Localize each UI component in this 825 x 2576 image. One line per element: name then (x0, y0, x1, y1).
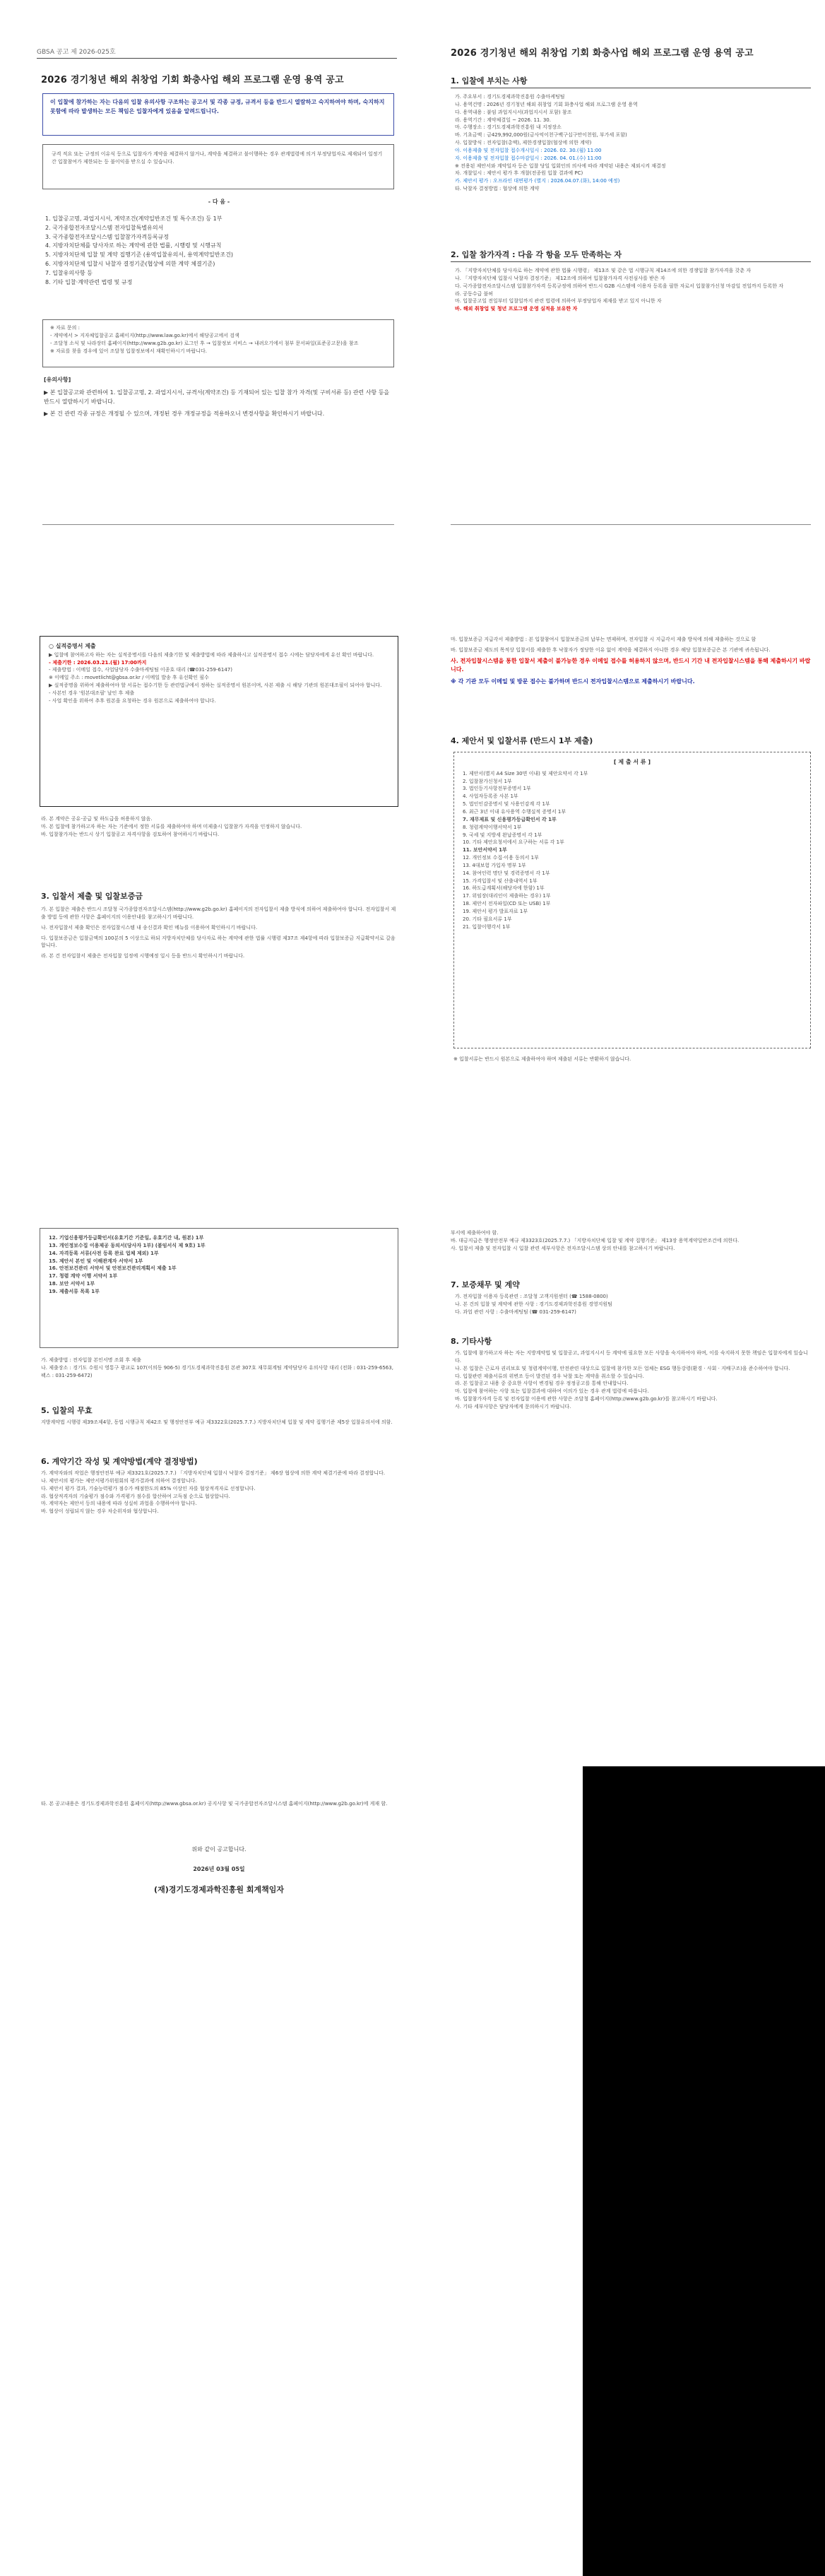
attachment-item: 19. 제출서류 목록 1부 (49, 1288, 100, 1294)
contract-item: 나. 제안서의 평가는 제안서평가위원회의 평가결과에 의하여 결정합니다. (41, 1477, 197, 1484)
section-title: 7. 보증채무 및 계약 (451, 1280, 520, 1289)
attachments-box (40, 1228, 398, 1348)
contract-item: 다. 제안서 평가 결과, 기술능력평가 점수가 배점한도의 85% 이상인 자를 협상적격자로 선정합니다. (41, 1485, 256, 1491)
page-title-right: 2026 경기청년 해외 취창업 기회 화충사업 해외 프로그램 운영 용역 공고 (451, 48, 754, 59)
intro-text: 이 입찰에 참가하는 자는 다음의 입찰 유의사항 구조하는 공고서 및 각종 규정, 규격서 등을 반드시 열람하고 숙지하여야 하며, 숙지하지 못함에 따라 발생하는 모든 책임은 입찰자에게 있음을 알려드립니다. (50, 99, 385, 114)
document-item: 3. 법인등기사항전부증명서 1부 (463, 786, 531, 792)
sec1-item: 마. 수행장소 : 경기도경제과학진흥원 내 지정장소 (455, 124, 562, 131)
contact-line: ▶ 입찰에 참여하고자 하는 자는 실적증명서를 다음의 제출기한 및 제출방법에 따라 제출하시고 실적증명서 접수 시에는 담당자에게 유선 확인 바랍니다. (49, 651, 374, 658)
toc-item: 7. 입찰유의사항 등 (45, 269, 93, 276)
sec3-item: 가. 본 입찰은 제출은 반드시 조달청 국가종합전자조달시스템(http://www.g2b.go.kr) 홈페이지의 전자입찰서 제출 방식에 의하여 제출하여야 합니다. 전자입찰서 제출 방법 등에 관한 사항은 홈페이지의 이용안내를 참고하시기 바랍니다. (41, 906, 396, 920)
document-item: 11. 보안서약서 1부 (463, 847, 507, 853)
document-item: 2. 입찰참가신청서 1부 (463, 778, 512, 784)
document-item: 13. 4대보험 가입자 명부 1부 (463, 862, 526, 868)
misc-list (41, 815, 397, 839)
sec1-item: 가. 주요부서 : 경기도경제과학진흥원 수출마케팅팀 (455, 94, 565, 100)
contact-line: - 사업 확인을 위하여 추후 원본을 요청하는 경우 원본으로 제출하여야 합니다. (49, 697, 216, 704)
attachment-item: 18. 보안 서약서 1부 (49, 1281, 95, 1287)
contact-box (40, 636, 398, 807)
document-item: 7. 재무제표 및 신용평가등급확인서 각 1부 (463, 816, 557, 822)
section-title: 8. 기타사항 (451, 1337, 492, 1346)
sec8-item: 바. 입찰참가자격 등록 및 전자입찰 이용에 관한 사항은 조달청 홈페이지(http://www.g2b.go.kr)를 참고하시기 바랍니다. (455, 1396, 718, 1402)
document-item: 20. 기타 필요서류 1부 (463, 916, 512, 922)
contact-title: ○ 실적증명서 제출 (49, 643, 96, 649)
contact-line: - 제출방법 : 이메일 접수, 사업담당자 수출마케팅팀 이종호 대리 (☎031-259-6147) (49, 667, 232, 673)
toc-item: 6. 지방자치단체 입찰시 낙찰자 결정기준(협상에 의한 계약 체결기준) (45, 260, 215, 267)
submission-item: 가. 제출방법 : 전자입찰 본인서명 조회 후 제출 (41, 1357, 141, 1363)
sec3-item: 나. 전자입찰서 제출 확인은 전자입찰시스템 내 송신결과 확인 메뉴를 이용하여 확인하시기 바랍니다. (41, 924, 258, 930)
sec1-item: 타. 낙찰자 결정방법 : 협상에 의한 계약 (455, 186, 540, 192)
section-3-right (451, 636, 811, 687)
note-line: - 계약에서 > 지자체입찰공고 홈페이지(http://www.law.go.kr)에서 해당공고에서 검색 (50, 332, 239, 338)
invalid-text: 지방계약법 시행령 제39조제4항, 동법 시행규칙 제42조 및 행정안전부 예규 제3322호(2025.7.7.) 지방자치단체 입찰 및 계약 집행기준 제5장 입찰유의서에 의함. (41, 1419, 393, 1425)
sec3-item: 다. 입찰보증금은 입찰금액의 100분의 5 이상으로 하되 지방자치단체를 당사자로 하는 계약에 관한 법률 시행령 제37조 제4항에 따라 입찰보증금 지급확약서로 갈음합니다. (41, 935, 396, 949)
closing-date: 2026년 03월 05일 (193, 1866, 245, 1872)
sec1-item: 카. 제안서 평가 : 오프라인 대면평가 (별지 : 2026.04.07.(화), 14:00 예정) (455, 178, 620, 184)
section-title: 6. 계약기간 작성 및 계약방법(계약 결정방법) (41, 1457, 198, 1466)
section-title: 2. 입찰 참가자격 : 다음 각 항을 모두 만족하는 자 (451, 250, 622, 259)
document-item: 17. 위임장(대리인이 제출하는 경우) 1부 (463, 893, 551, 899)
document-item: 16. 하도급계획서(해당자에 한함) 1부 (463, 885, 545, 892)
section-title: 4. 제안서 및 입찰서류 (반드시 1부 제출) (451, 736, 593, 745)
sec1-item: 라. 용역기간 : 계약체결일 ~ 2026. 11. 30. (455, 117, 551, 123)
document-item: 19. 제안서 평가 발표자료 1부 (463, 908, 528, 914)
sec2-item: 다. 국가종합전자조달시스템 입찰참가자격 등록규정에 의하여 반드시 G2B 시스템에 이용자 등록을 필한 자로서 입찰참가신청 마감일 전일까지 등록한 자 (455, 283, 783, 289)
attachment-item: 12. 기업신용평가등급확인서(유효기간 기준일, 유효기간 내, 원본) 1부 (49, 1235, 204, 1241)
document-item: 6. 최근 3년 이내 유사용역 수행실적 증명서 1부 (463, 809, 566, 815)
section-2-list (455, 267, 811, 313)
section-title: 1. 입찰에 부치는 사항 (451, 76, 528, 85)
pre-item: 사. 입찰서 제출 및 전자입찰 시 입찰 관련 세부사항은 전자조달시스템 상의 안내를 참고하시기 바랍니다. (451, 1245, 675, 1251)
toc-item: 3. 국가종합전자조달시스템 입찰참가자격등록규정 (45, 233, 170, 240)
section-1-list (455, 93, 811, 193)
sec2-item: 마. 입찰공고일 전일부터 입찰일까지 관련 법령에 의하여 부정당업자 제재를 받고 있지 아니한 자 (455, 298, 662, 305)
sec1-item: 나. 용역건명 : 2026년 경기청년 해외 취창업 기회 화충사업 해외 프로그램 운영 용역 (455, 101, 638, 107)
note-line: ※ 자료를 찾을 경우에 있어 조달청 입찰정보에서 재확인하시기 바랍니다. (50, 348, 207, 354)
document-item: 14. 참여인력 명단 및 경력증명서 각 1부 (463, 870, 550, 876)
misc-item: 마. 본 입찰에 참가하고자 하는 자는 기준에서 정한 서류를 제출하여야 하며 미제출시 입찰참가 자격을 인정하지 않습니다. (41, 823, 302, 829)
sec1-item: 자. 이용제출 및 전자입찰 접수마감일시 : 2026. 04. 01.(수) 11:00 (455, 155, 602, 161)
section-7-list (455, 1293, 811, 1316)
page-7 (28, 1795, 410, 2091)
sec3-right-item: 마. 입찰보증금 지급각서 제출방법 : 본 입찰참여시 입찰보증금의 납부는 면제하며, 전자입찰 시 지급각서 제출 방식에 의해 제출하는 것으로 함 (451, 637, 756, 642)
document-item: 21. 입찰이행각서 1부 (463, 923, 511, 930)
notes-list (44, 389, 394, 418)
document-item: 15. 가격입찰서 및 산출내역서 1부 (463, 878, 538, 884)
blank-area (583, 1766, 825, 2576)
sec1-item: ※ 전용된 제안서와 계약일자 등은 입찰 당일 입회인의 의사에 따라 계약된 내용은 제외시켜 재결정 (455, 163, 666, 169)
document-item: 12. 개인정보 수집·이용 동의서 1부 (463, 855, 539, 861)
sec3-item: 라. 본 건 전자입찰서 제출은 전자입찰 일정에 시행예정 일시 등을 반드시 확인하시기 바랍니다. (41, 953, 245, 959)
contract-list (41, 1470, 397, 1516)
notes-heading: [유의사항] (44, 377, 71, 383)
sec1-item: 바. 기초금액 : 금429,992,000원(금사억이천구백구십구만이천원, 부가세 포함) (455, 132, 627, 138)
sec2-item: 라. 공동수급 불허 (455, 290, 494, 297)
page-1 (28, 37, 410, 531)
page-3 (28, 629, 410, 1123)
intro-box (42, 93, 394, 136)
documents-heading: [ 제 출 서 류 ] (613, 759, 651, 765)
sec1-item: 다. 용역내용 : 붙임 과업지시서(과업지시서 포함) 참조 (455, 109, 572, 115)
pre-list (451, 1229, 811, 1253)
toc-heading: - 다 음 - (208, 199, 230, 205)
section-8-list (455, 1349, 811, 1411)
page-6 (444, 1222, 818, 1717)
section-title: 5. 입찰의 무효 (41, 1406, 93, 1415)
note-box (42, 319, 394, 367)
sec7-item: 다. 과업 관련 사항 : 수출마케팅팀 (☎ 031-259-6147) (455, 1308, 576, 1315)
misc-item: 라. 본 계약은 공유·공급 및 하도급을 허용하지 않음. (41, 816, 153, 822)
pre-item: 부서에 제출하여야 함. (451, 1230, 499, 1236)
document-item: 9. 국세 및 지방세 완납증명서 각 1부 (463, 832, 542, 838)
warning-text: 규격 적요 또는 규정의 이유식 등으로 입찰자가 계약을 체결하지 않거나, 계약을 체결하고 불이행하는 경우 관계법령에 의거 부정당업자로 제재되어 일정기간 입찰참여가 제한되는 등 불이익을 받으실 수 있습니다. (52, 151, 383, 165)
section-title: 3. 입찰서 제출 및 입찰보증금 (41, 892, 143, 901)
contact-line: - 사본인 경우 '원본대조필' 날인 후 제출 (49, 690, 135, 697)
documents-box (453, 752, 811, 1048)
contact-line: ※ 이메일 주소 : movetlicht@gbsa.or.kr / 이메일 발송 후 유선확인 필수 (49, 675, 209, 681)
toc-item: 4. 지방자치단체를 당사자로 하는 계약에 관한 법률, 시행령 및 시행규칙 (45, 242, 222, 249)
attachment-item: 13. 개인정보수집 이용제공 동의서(당사자 1부) (붙임서식 제 9호) 1부 (49, 1242, 206, 1248)
attachment-item: 14. 자격등록 서류(사전 등록 완료 업체 제외) 1부 (49, 1250, 159, 1256)
sec2-item: 바. 해외 취창업 및 청년 프로그램 운영 실적을 보유한 자 (455, 306, 578, 312)
document-item: 8. 청렴계약이행서약서 1부 (463, 824, 522, 830)
contract-item: 라. 협상적격자의 기술평가 점수와 가격평가 점수를 합산하여 고득점 순으로 협상합니다. (41, 1493, 230, 1499)
sec8-item: 사. 기타 세부사항은 담당자에게 문의하시기 바랍니다. (455, 1403, 571, 1410)
contract-item: 가. 계약자와의 작업은 행정안전부 예규 제3321호(2025.7.7.) 「지방자치단체 입찰시 낙찰자 결정기준」 제6장 협상에 의한 계약 체결기준에 따라 결정합니다. (41, 1470, 386, 1476)
sec8-item: 나. 본 입찰은 근로자 권리보호 및 청렴계약이행, 안전관련 대상으로 입찰에 참가한 모든 업체는 ESG 행동강령(환경 · 사회 · 지배구조)을 준수하여야 합니다. (455, 1365, 790, 1371)
sec7-item: 나. 본 건의 입찰 및 계약에 관한 사항 : 경기도경제과학진흥원 경영지원팀 (455, 1301, 612, 1307)
toc-item: 2. 국가종합전자조달시스템 전자입찰특별유의서 (45, 224, 164, 231)
attachment-item: 16. 안전보건관리 서약서 및 안전보건관리계획서 제출 1부 (49, 1265, 177, 1272)
document-item: 4. 사업자등록증 사본 1부 (463, 793, 518, 800)
attachment-item: 17. 청렴 계약 이행 서약서 1부 (49, 1273, 118, 1280)
sec3-right-warning: 사. 전자입찰시스템을 통한 입찰서 제출이 불가능한 경우 이메일 접수를 허용하지 않으며, 반드시 기간 내 전자입찰시스템을 통해 제출하시기 바랍니다. (451, 657, 811, 673)
toc-item: 1. 입찰공고명, 과업지시서, 계약조건(계약일반조건 및 특수조건) 등 1부 (45, 215, 222, 222)
contact-line: ▶ 실적증명을 위하여 제출하여야 할 서류는 접수기한 등 관련법규에서 정하는 실적증명서 원본이며, 사본 제출 시 해당 기관의 원본대조필이 되어야 합니다. (49, 683, 382, 689)
document-item: 18. 제안서 전자파일(CD 또는 USB) 1부 (463, 901, 551, 907)
sec3-right-note: ※ 각 기관 모두 이메일 및 방문 접수는 불가하며 반드시 전자입찰시스템으로 제출하시기 바랍니다. (451, 678, 695, 685)
toc-item: 5. 지방자치단체 입찰 및 계약 집행기준 (용역입찰유의서, 용역계약일반조건) (45, 252, 234, 259)
sec1-item: 아. 이용제출 및 전자입찰 접수개시일시 : 2026. 02. 30.(월) 11:00 (455, 147, 602, 153)
note-line: ※ 자료 문의 : (50, 325, 80, 331)
closing-signature: (재)경기도경제과학진흥원 회계책임자 (154, 1885, 284, 1894)
pre-item: 바. 대금지급은 행정안전부 예규 제3323호(2025.7.7.) 「지방자치단체 입찰 및 계약 집행기준」 제13장 용역계약일반조건에 의한다. (451, 1237, 740, 1243)
sec1-item: 사. 입찰방식 : 전자입찰(총액), 제한경쟁입찰(협상에 의한 계약) (455, 140, 592, 146)
note-item: ▶ 본 입찰공고와 관련하여 1. 입찰공고명, 2. 과업지시서, 규격서(계약조건) 등 기재되어 있는 입찰 참가 자격(및 구비서류 등) 관련 사항 등을 반드시 열람하시기 바랍니다. (44, 389, 390, 405)
sec8-item: 라. 본 입찰공고 내용 중 중요한 사항이 변경될 경우 정정공고를 통해 안내합니다. (455, 1381, 629, 1387)
submission-info (41, 1357, 397, 1380)
section-3-list (41, 906, 397, 960)
page-title: 2026 경기청년 해외 취창업 기회 화충사업 해외 프로그램 운영 용역 공고 (41, 75, 344, 85)
sec7-item: 가. 전자입찰 이용자 등록관련 : 조달청 고객지원센터 (☎ 1588-0800) (455, 1294, 608, 1299)
sec1-item: 차. 개찰일시 : 제안서 평가 후 개찰(전종원 입찰 결과에 PC) (455, 170, 583, 177)
attachment-item: 15. 제안서 본인 및 이해관계자 서약서 1부 (49, 1258, 143, 1264)
sec8-item: 마. 입찰에 참여하는 사항 또는 입찰결과에 대하여 이의가 있는 경우 관계 법령에 따릅니다. (455, 1388, 649, 1395)
contract-item: 마. 계약자는 제안서 등의 내용에 따라 성실히 과업을 수행하여야 합니다. (41, 1501, 197, 1507)
note-item: ▶ 본 건 관련 각종 규정은 개정될 수 있으며, 개정된 경우 개정규정을 적용하오니 변경사항을 확인하시기 바랍니다. (44, 410, 325, 417)
toc-list (45, 215, 398, 287)
sec8-item: 다. 입찰관련 제출서류의 위변조 등이 발견된 경우 낙찰 또는 계약을 취소할 수 있습니다. (455, 1373, 644, 1379)
sec2-item: 나. 「지방자치단체 입찰시 낙찰자 결정기준」 제12조에 의하여 입찰참가자격 사전심사를 받은 자 (455, 275, 665, 281)
documents-note: ※ 입찰서류는 반드시 원본으로 제출하여야 하며 제출된 서류는 반환하지 않습니다. (453, 1056, 631, 1062)
document-item: 1. 제안서(별지 A4 Size 30면 이내) 및 제안요약서 각 1부 (463, 770, 588, 776)
contact-line: - 제출기한 : 2026.03.21.(월) 17:00까지 (49, 659, 147, 666)
submission-item: 나. 제출장소 : 경기도 수원시 영통구 광교로 107(이의동 906-5) 경기도경제과학진흥원 본관 307호 재무회계팀 계약담당자 유의사항 대리 (전화 : 031-259-6563, 팩스 : 031-259-6472) (41, 1364, 393, 1378)
notice-number: GBSA 공고 제 2026-025호 (37, 49, 116, 56)
misc-item: 바. 입찰참가자는 반드시 상기 입찰공고 자격사항을 검토하여 참여하시기 바랍니다. (41, 831, 220, 837)
page-2 (444, 37, 818, 531)
sec8-item: 가. 입찰에 참가하고자 하는 자는 지방계약법 및 입찰공고, 과업지시서 등 계약에 필요한 모든 사항을 숙지하여야 하며, 이를 숙지하지 못한 책임은 입찰자에게 있습니다. (455, 1350, 808, 1364)
note-line: - 조달청 소식 및 나라장터 홈페이지(http://www.g2b.go.kr) 로그인 후 → 입찰정보 서비스 → 내려오기에서 첨부 문서파일(표준공고문)을 참조 (50, 340, 359, 346)
contract-item: 바. 협상이 성립되지 않는 경우 차순위자와 협상합니다. (41, 1508, 159, 1515)
document-item: 5. 법인인감증명서 및 사용인감계 각 1부 (463, 801, 550, 808)
sec3-right-item: 바. 입찰보증금 제도의 목적상 입찰서를 제출한 후 낙찰자가 정당한 이유 없이 계약을 체결하지 아니한 경우 해당 입찰보증금은 본 기관에 귀속됩니다. (451, 646, 771, 653)
toc-item: 8. 기타 입찰·계약관련 법령 및 규정 (45, 278, 133, 285)
page-5 (28, 1222, 410, 1717)
page-4 (444, 629, 818, 1123)
closing-text: 위와 같이 공고합니다. (191, 1846, 247, 1853)
warning-box (42, 144, 394, 189)
closing-line: 타. 본 공고내용은 경기도경제과학진흥원 홈페이지(http://www.gbsa.or.kr) 공지사항 및 국가종합전자조달시스템 홈페이지(http://www.g2b.go.kr)에 게재 함. (41, 1801, 388, 1807)
sec2-item: 가. 「지방자치단체를 당사자로 하는 계약에 관한 법률 시행령」 제13조 및 같은 법 시행규칙 제14조에 의한 경쟁입찰 참가자격을 갖춘 자 (455, 268, 751, 273)
document-item: 10. 기타 제안요청서에서 요구하는 서류 각 1부 (463, 839, 564, 846)
